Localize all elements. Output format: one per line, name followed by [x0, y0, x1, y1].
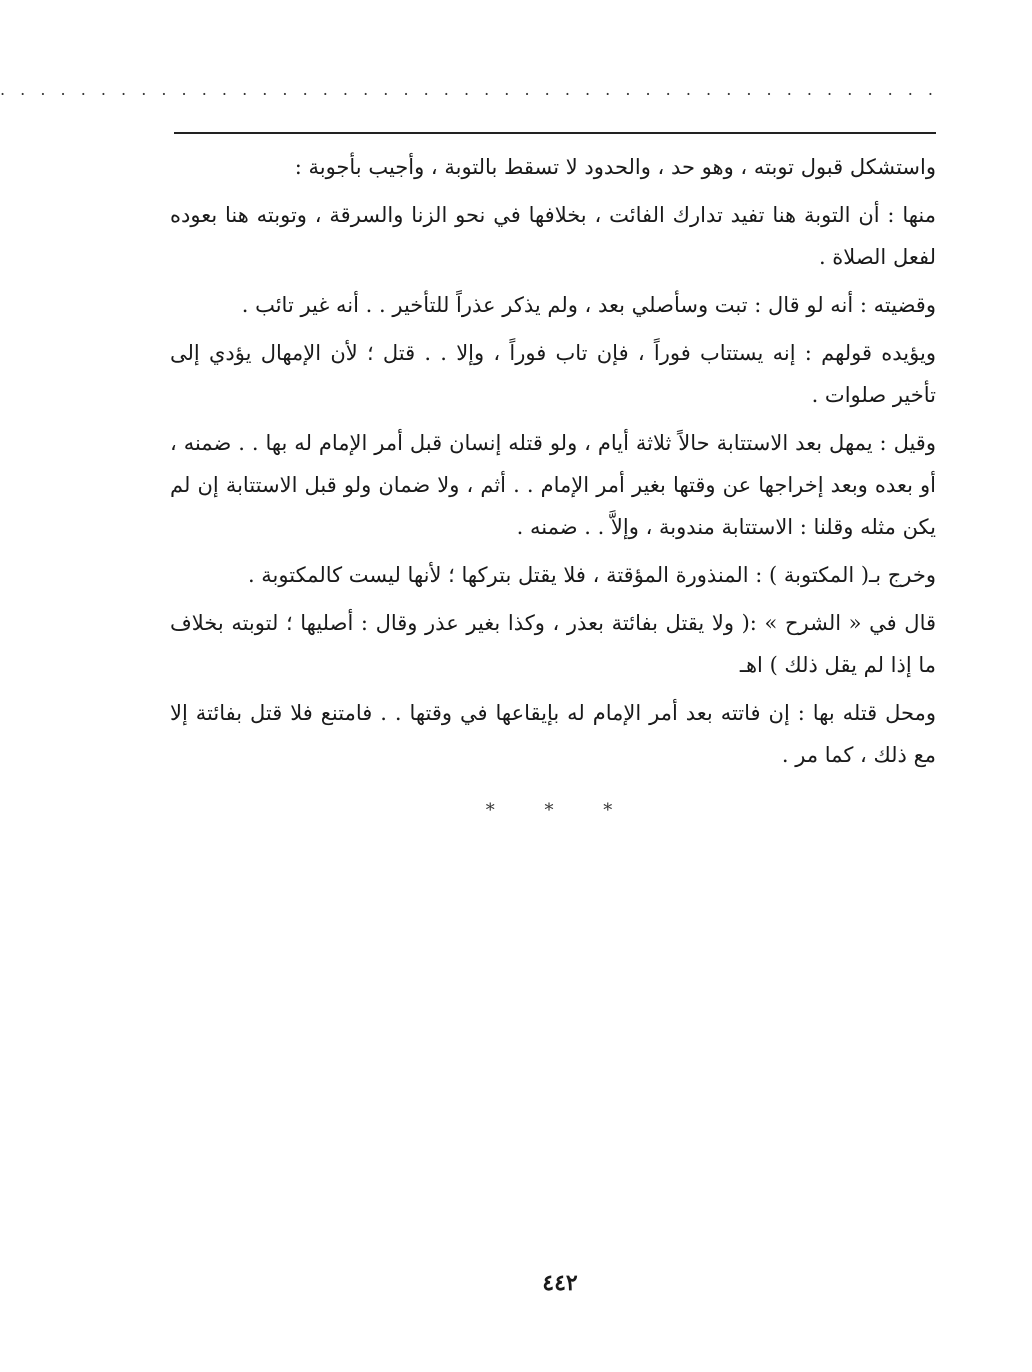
paragraph: وقضيته : أنه لو قال : تبت وسأصلي بعد ، ولم يذكر عذراً للتأخير . . أنه غير تائب .	[241, 293, 936, 317]
paragraph: قال في « الشرح » :( ولا يقتل بفائتة بعذر ، وكذا بغير عذر وقال : أصليها ؛ لتوبته بخلاف ما إذا لم يقل ذلك ) اهـ	[170, 611, 936, 677]
paragraph: واستشكل قبول توبته ، وهو حد ، والحدود لا تسقط بالتوبة ، وأجيب بأجوبة :	[294, 155, 936, 179]
paragraph: ومحل قتله بها : إن فاتته بعد أمر الإمام له بإيقاعها في وقتها . . فامتنع فلا قتل بفائتة إلا مع ذلك ، كما مر .	[170, 701, 937, 767]
page-number: ٤٤٢	[542, 1270, 578, 1296]
paragraph: وخرج بـ( المكتوبة ) : المنذورة المؤقتة ، فلا يقتل بتركها ؛ لأنها ليست كالمكتوبة .	[247, 563, 936, 587]
header-rule	[174, 132, 936, 134]
paragraph: منها : أن التوبة هنا تفيد تدارك الفائت ، بخلافها في نحو الزنا والسرقة ، وتوبته هنا بعوده لفعل الصلاة .	[170, 203, 936, 269]
paragraph: ويؤيده قولهم : إنه يستتاب فوراً ، فإن تاب فوراً ، وإلا . . قتل ؛ لأن الإمهال يؤدي إلى تأخير صلوات .	[170, 341, 936, 407]
section-separator: * * *	[485, 800, 635, 821]
body-text	[170, 146, 936, 782]
header-dotted-line: . . . . . . . . . . . . . . . . . . . . . . . . . . . . . . . . . . . . . . . . . . . . . . .	[0, 80, 938, 99]
paragraph: وقيل : يمهل بعد الاستتابة حالاً ثلاثة أيام ، ولو قتله إنسان قبل أمر الإمام له بها . . ضمنه ، أو بعده وبعد إخراجها عن وقتها بغير أمر الإمام . . أثم ، ولا ضمان ولو قبل الاستتابة إن لم يكن مثله وقلنا : الاستتابة مندوبة ، وإلاَّ . . ضمنه .	[170, 431, 936, 539]
